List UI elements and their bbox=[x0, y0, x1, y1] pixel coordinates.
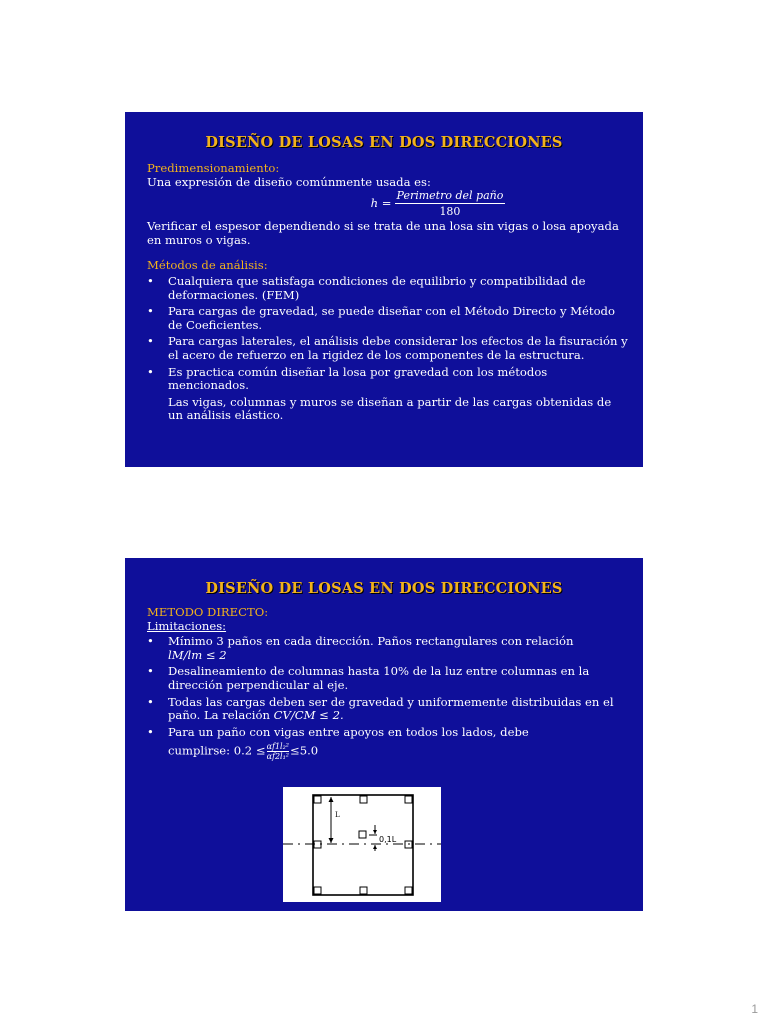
formula-suffix: ≤5.0 bbox=[290, 743, 319, 758]
slide-1 bbox=[125, 112, 643, 467]
list-item: • Desalineamiento de columnas hasta 10% de la luz entre columnas en la dirección perpendicular al eje. bbox=[147, 664, 590, 692]
formula-numerator: Perimetro del paño bbox=[396, 189, 504, 203]
verify-text: Verificar el espesor dependiendo si se trata de una losa sin vigas o losa apoyada en muros o vigas. bbox=[147, 219, 619, 247]
list-item-text: Para cargas laterales, el análisis debe considerar los efectos de la fisuración y el acero de refuerzo en la rigidez de los componentes de la estructura. bbox=[168, 334, 628, 362]
slab-panel-diagram bbox=[283, 787, 441, 902]
limitations-heading: Limitaciones: bbox=[147, 618, 227, 633]
intro-text: Una expresión de diseño comúnmente usada es: bbox=[147, 174, 431, 189]
column bbox=[314, 841, 321, 848]
section-heading: METODO DIRECTO: bbox=[147, 605, 269, 619]
ratio-text: CV/CM ≤ 2. bbox=[273, 708, 344, 723]
ratio-text: lM/lm ≤ 2 bbox=[168, 647, 227, 662]
list-item: • Para cargas laterales, el análisis debe considerar los efectos de la fisuración y el acero de refuerzo en la rigidez de los componentes de la estructura. bbox=[147, 334, 628, 362]
slide-title: DISEÑO DE LOSAS EN DOS DIRECCIONES bbox=[205, 134, 563, 151]
column bbox=[405, 887, 412, 894]
label-0-1L: 0,1L bbox=[379, 835, 397, 844]
list-item: • Todas las cargas deben ser de gravedad y uniformemente distribuidas en el paño. La relación CV/CM ≤ 2. bbox=[147, 694, 614, 723]
misaligned-column bbox=[359, 831, 366, 838]
stiffness-ratio bbox=[267, 742, 289, 761]
list-item: • Es practica común diseñar la losa por gravedad con los métodos mencionados. Las vigas, columnas y muros se diseñan a partir de las cargas obtenidas de un análisis elástico. bbox=[147, 366, 629, 423]
slide-2 bbox=[125, 558, 643, 911]
ratio-numerator: αf1l₂² bbox=[266, 742, 290, 752]
page-number: 1 bbox=[751, 1002, 758, 1016]
list-item-text: Cualquiera que satisfaga condiciones de equilibrio y compatibilidad de deformaciones. (FEM) bbox=[168, 273, 586, 302]
list-item-text: Mínimo 3 paños en cada dirección. Paños rectangulares con relación bbox=[168, 634, 574, 649]
list-item-text: Todas las cargas deben ser de gravedad y uniformemente distribuidas en el paño. La relación bbox=[168, 694, 614, 723]
formula-denominator: 180 bbox=[439, 205, 461, 219]
label-L: L bbox=[335, 811, 340, 819]
formula-prefix: cumplirse: 0.2 ≤ bbox=[168, 743, 266, 758]
column bbox=[360, 796, 367, 803]
thickness-formula bbox=[147, 189, 629, 218]
list-item-text: Para un paño con vigas entre apoyos en todos los lados, debe bbox=[168, 724, 529, 739]
slide-title: DISEÑO DE LOSAS EN DOS DIRECCIONES bbox=[205, 580, 563, 597]
limitations-list bbox=[147, 635, 629, 761]
list-item: • Cualquiera que satisfaga condiciones de equilibrio y compatibilidad de deformaciones. (FEM) bbox=[147, 273, 586, 302]
list-item: • Para un paño con vigas entre apoyos en todos los lados, debe cumplirse: 0.2 ≤ $\frac{\text{αf1l₂²}}{\text{αf2l₁²}}$ ≤5.0 bbox=[147, 724, 529, 762]
ratio-denominator: αf2l₁² bbox=[266, 752, 290, 762]
list-item-text: Para cargas de gravedad, se puede diseñar con el Método Directo y Método de Coeficientes. bbox=[168, 304, 615, 332]
section-heading: Predimensionamiento: bbox=[147, 161, 280, 175]
section-heading: Métodos de análisis: bbox=[147, 258, 268, 273]
list-item-text: Desalineamiento de columnas hasta 10% de la luz entre columnas en la dirección perpendicular al eje. bbox=[168, 664, 590, 692]
formula-fraction bbox=[395, 189, 506, 218]
list-item: • Para cargas de gravedad, se puede diseñar con el Método Directo y Método de Coeficientes. bbox=[147, 304, 615, 332]
methods-list bbox=[147, 275, 629, 423]
column bbox=[314, 796, 321, 803]
slide-body bbox=[147, 162, 629, 426]
list-item: • Mínimo 3 paños en cada dirección. Paños rectangulares con relación lM/lm ≤ 2 bbox=[147, 634, 574, 662]
column bbox=[405, 796, 412, 803]
slide-body bbox=[147, 606, 629, 764]
list-item-text: Es practica común diseñar la losa por gravedad con los métodos mencionados. bbox=[168, 364, 548, 393]
column bbox=[314, 887, 321, 894]
formula-lhs: h = bbox=[370, 195, 392, 210]
column bbox=[360, 887, 367, 894]
continuation-text: Las vigas, columnas y muros se diseñan a partir de las cargas obtenidas de un análisis elástico. bbox=[168, 394, 612, 423]
